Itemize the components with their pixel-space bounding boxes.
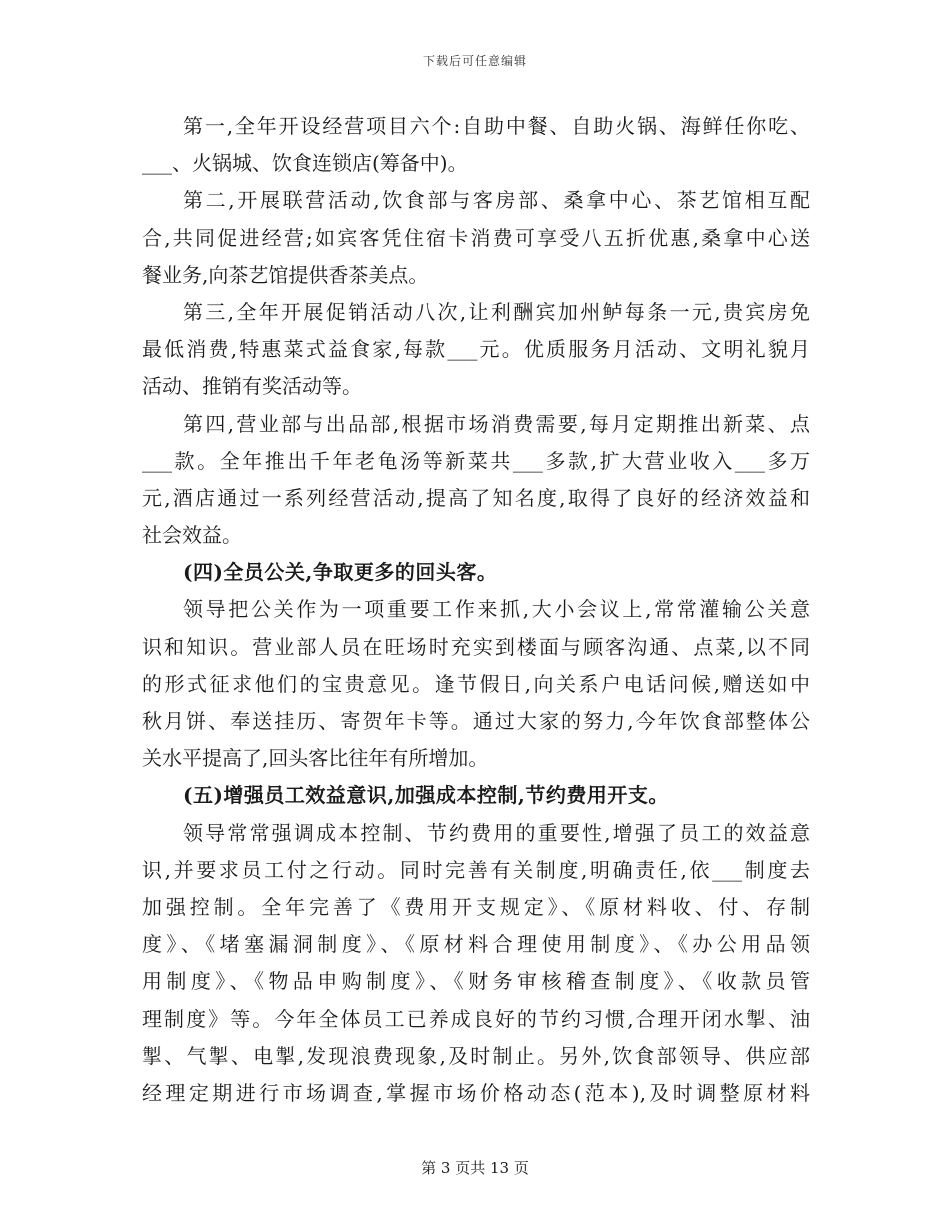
text-line: 掣、气掣、电掣,发现浪费现象,及时制止。另外,饮食部领导、供应部 xyxy=(142,1043,810,1068)
text-line: 活动、推销有奖活动等。 xyxy=(142,374,362,399)
text-line: 用制度》、《物品申购制度》、《财务审核稽查制度》、《收款员管 xyxy=(142,969,810,994)
paragraph xyxy=(142,591,810,777)
text-line: 元,酒店通过一系列经营活动,提高了知名度,取得了良好的经济效益和 xyxy=(142,485,810,510)
text-line: 关水平提高了,回头客比往年有所增加。 xyxy=(142,746,489,771)
text-line: 合,共同促进经营;如宾客凭住宿卡消费可享受八五折优惠,桑拿中心送 xyxy=(142,225,810,250)
text-line: 理制度》等。今年全体员工已养成良好的节约习惯,合理开闭水掣、油 xyxy=(142,1006,810,1031)
text-line: 社会效益。 xyxy=(142,523,242,548)
text-line: 加强控制。全年完善了《费用开支规定》、《原材料收、付、存制 xyxy=(142,894,810,919)
text-line: ___款。全年推出千年老龟汤等新菜共___多款,扩大营业收入___多万 xyxy=(142,448,810,473)
section-heading xyxy=(142,554,810,591)
paragraph xyxy=(142,294,810,406)
heading-text: (四)全员公关,争取更多的回头客。 xyxy=(183,560,498,585)
page-footer-number: 第 3 页共 13 页 xyxy=(421,1159,529,1177)
page-header-note: 下载后可任意编辑 xyxy=(422,54,527,68)
text-line: 识,并要求员工付之行动。同时完善有关制度,明确责任,依___制度去 xyxy=(142,857,810,882)
document-body xyxy=(142,108,810,1112)
text-line: 最低消费,特惠菜式益食家,每款___元。优质服务月活动、文明礼貌月 xyxy=(142,337,810,362)
section-heading xyxy=(142,777,810,814)
text-line: 领导把公关作为一项重要工作来抓,大小会议上,常常灌输公关意 xyxy=(183,597,810,622)
text-line: 度》、《堵塞漏洞制度》、《原材料合理使用制度》、《办公用品领 xyxy=(142,932,810,957)
text-line: 领导常常强调成本控制、节约费用的重要性,增强了员工的效益意 xyxy=(183,820,810,845)
paragraph xyxy=(142,815,810,1113)
text-line: 第一,全年开设经营项目六个:自助中餐、自助火锅、海鲜任你吃、 xyxy=(183,114,810,138)
text-line: 秋月饼、奉送挂历、寄贺年卡等。通过大家的努力,今年饮食部整体公 xyxy=(142,709,810,733)
text-line: 识和知识。营业部人员在旺场时充实到楼面与顾客沟通、点菜,以不同 xyxy=(142,634,810,659)
text-line: 第二,开展联营活动,饮食部与客房部、桑拿中心、茶艺馆相互配 xyxy=(183,188,810,213)
text-line: 第四,营业部与出品部,根据市场消费需要,每月定期推出新菜、点 xyxy=(183,411,810,436)
paragraph xyxy=(142,406,810,555)
heading-text: (五)增强员工效益意识,加强成本控制,节约费用开支。 xyxy=(183,783,669,808)
text-line: 的形式征求他们的宝贵意见。逢节假日,向关系户电话问候,赠送如中 xyxy=(142,671,810,696)
text-line: 餐业务,向茶艺馆提供香茶美点。 xyxy=(142,262,429,287)
text-line: ___、火锅城、饮食连锁店(筹备中)。 xyxy=(142,151,468,176)
paragraph xyxy=(142,108,810,182)
text-line: 第三,全年开展促销活动八次,让利酬宾加州鲈每条一元,贵宾房免 xyxy=(183,299,810,324)
text-line: 经理定期进行市场调查,掌握市场价格动态(范本),及时调整原材料 xyxy=(142,1080,810,1105)
paragraph xyxy=(142,182,810,294)
